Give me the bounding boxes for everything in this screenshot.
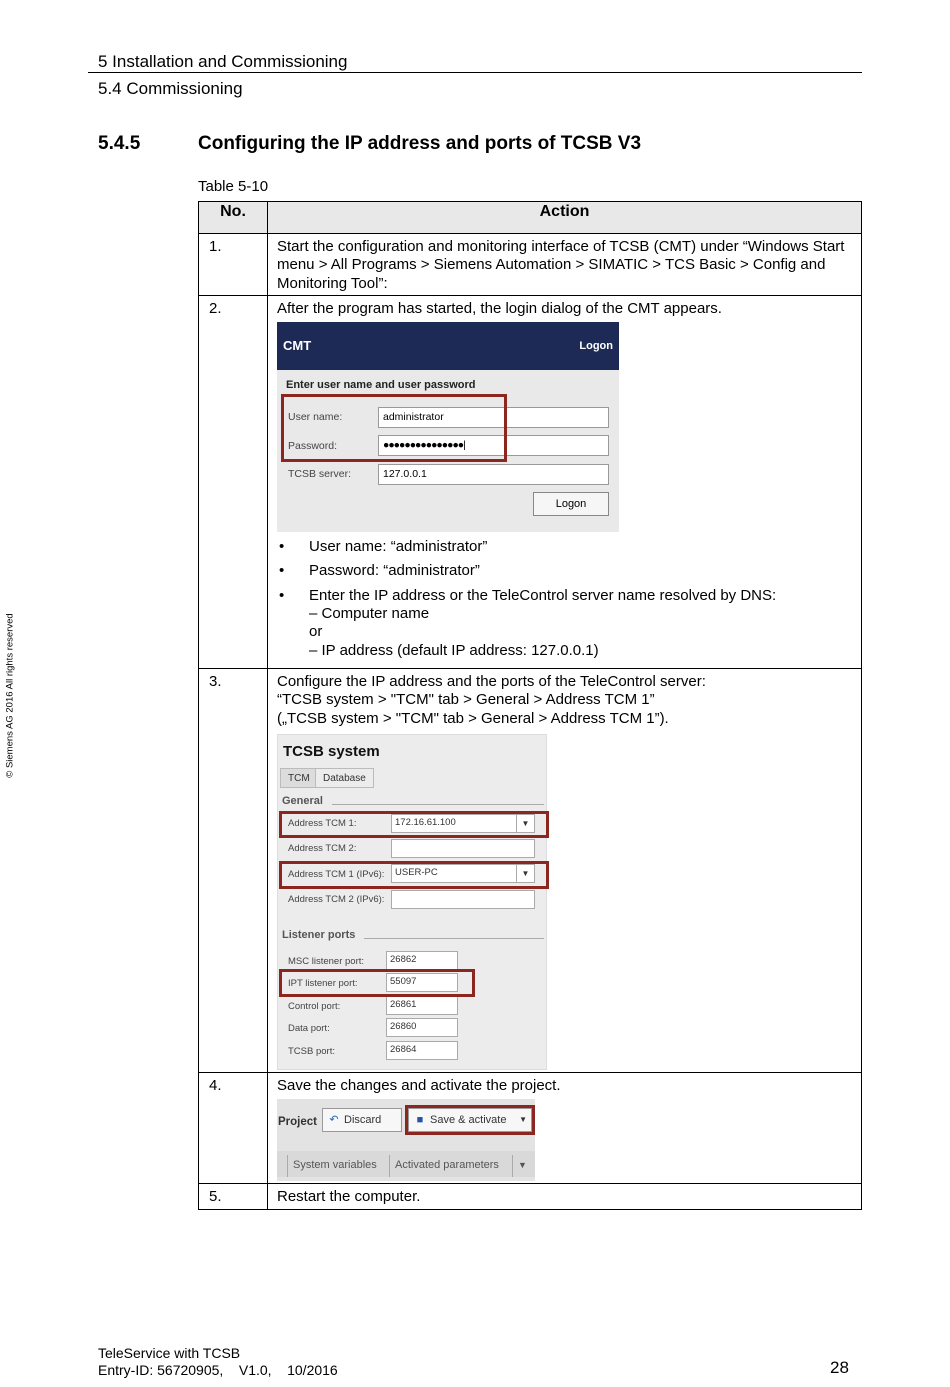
save-icon: ■: [416, 1114, 424, 1127]
step-action: [268, 668, 862, 1072]
running-header-chapter: 5 Installation and Commissioning: [98, 52, 348, 71]
section-title: Configuring the IP address and ports of TCSB V3: [198, 133, 642, 154]
server-label: TCSB server:: [288, 468, 352, 481]
username-field[interactable]: administrator: [378, 407, 609, 428]
chevron-down-icon[interactable]: ▼: [512, 1155, 532, 1177]
group-rule: [364, 938, 544, 939]
address-tcm1-label: Address TCM 1:: [288, 817, 357, 829]
running-header-section: 5.4 Commissioning: [98, 79, 243, 98]
project-tab-strip: [277, 1151, 535, 1177]
data-port-field[interactable]: 26860: [386, 1018, 458, 1037]
tab-tcm[interactable]: TCM: [280, 768, 318, 788]
address-tcm1-ipv6-value: USER-PC: [395, 866, 438, 878]
list-item-text: Enter the IP address or the TeleControl server name resolved by DNS:: [309, 586, 777, 604]
control-port-field[interactable]: 26861: [386, 996, 458, 1015]
save-activate-label: Save & activate: [430, 1114, 507, 1127]
sub-item: or: [309, 623, 323, 641]
ipt-port-field[interactable]: 55097: [386, 973, 458, 992]
step-text: Restart the computer.: [277, 1188, 421, 1206]
address-tcm2-label: Address TCM 2:: [288, 842, 357, 854]
chevron-down-icon[interactable]: ▼: [516, 865, 534, 882]
tab-system-variables[interactable]: System variables: [287, 1155, 382, 1177]
tcsb-dialog-title: TCSB system: [283, 742, 380, 760]
cmt-app-name: CMT: [283, 338, 312, 354]
step-text: Save the changes and activate the project.: [277, 1076, 561, 1094]
table-row: [199, 234, 862, 296]
step-action: [268, 1072, 862, 1183]
step-number: 1.: [199, 234, 268, 296]
step-path-alt: („TCSB system > "TCM" tab > General > Address TCM 1”).: [277, 709, 669, 727]
footer-title: TeleService with TCSB: [98, 1345, 241, 1361]
logon-button[interactable]: Logon: [533, 492, 609, 516]
tab-activated-parameters[interactable]: Activated parameters: [389, 1155, 504, 1177]
copyright-sidenote: © Siemens AG 2016 All rights reserved: [4, 613, 16, 778]
username-label: User name:: [288, 411, 343, 424]
step-number: 3.: [199, 668, 268, 1072]
login-prompt: Enter user name and user password: [286, 379, 476, 392]
step-action: [268, 295, 862, 668]
password-label: Password:: [288, 440, 338, 453]
step-action: [268, 234, 862, 296]
table-row: [199, 295, 862, 668]
cmt-logon-link[interactable]: Logon: [579, 340, 613, 353]
tcsb-port-label: TCSB port:: [288, 1045, 335, 1057]
step-text: Start the configuration and monitoring interface of TCSB (CMT) under “Windows Start menu > All Programs > Siemens Automation > SIMATIC > TCS Basic > Config and Monitoring Tool”:: [277, 238, 845, 292]
step-path: “TCSB system > "TCM" tab > General > Address TCM 1”: [277, 691, 655, 709]
msc-port-field[interactable]: 26862: [386, 951, 458, 970]
discard-button[interactable]: [322, 1108, 402, 1132]
table-row: [199, 668, 862, 1072]
ipt-port-label: IPT listener port:: [288, 977, 358, 989]
step-text: After the program has started, the login dialog of the CMT appears.: [277, 299, 722, 317]
project-label: Project: [278, 1116, 317, 1129]
sub-item: – IP address (default IP address: 127.0.0.1): [309, 641, 599, 659]
highlight-ipt-port: [279, 969, 475, 997]
control-port-label: Control port:: [288, 1000, 341, 1012]
footer-entry-id: Entry-ID: 56720905, V1.0, 10/2016: [98, 1362, 338, 1378]
column-header-no: No.: [199, 202, 268, 234]
chevron-down-icon[interactable]: ▼: [519, 1115, 527, 1125]
address-tcm1-ipv6-label: Address TCM 1 (IPv6):: [288, 868, 385, 880]
step-number: 2.: [199, 295, 268, 668]
password-field[interactable]: ●●●●●●●●●●●●●●●|: [378, 435, 609, 456]
list-item: • Password: “administrator”: [277, 562, 852, 580]
sub-item: – Computer name: [309, 605, 430, 623]
table-caption: Table 5-10: [198, 178, 269, 195]
msc-port-label: MSC listener port:: [288, 955, 365, 967]
section-number: 5.4.5: [98, 133, 141, 154]
column-header-action: Action: [268, 202, 862, 234]
steps-table: [198, 201, 862, 1210]
highlight-credentials: [281, 394, 507, 462]
step-number: 4.: [199, 1072, 268, 1183]
project-toolbar-screenshot: [277, 1099, 535, 1181]
undo-icon: ↶: [329, 1114, 339, 1127]
table-row: [199, 1072, 862, 1183]
group-listener-ports: Listener ports: [282, 928, 356, 941]
discard-label: Discard: [344, 1114, 382, 1127]
data-port-label: Data port:: [288, 1022, 330, 1034]
address-tcm1-value: 172.16.61.100: [395, 816, 456, 828]
login-instructions: [277, 538, 852, 660]
step-number: 5.: [199, 1184, 268, 1210]
server-field[interactable]: 127.0.0.1: [378, 464, 609, 485]
highlight-address-tcm1-ipv6: [279, 861, 549, 889]
address-tcm2-field[interactable]: [391, 839, 535, 858]
tcsb-system-screenshot: [277, 734, 547, 1070]
chevron-down-icon[interactable]: ▼: [516, 815, 534, 832]
tab-database[interactable]: Database: [315, 768, 374, 788]
address-tcm2-ipv6-label: Address TCM 2 (IPv6):: [288, 893, 385, 905]
group-general: General: [282, 794, 323, 807]
address-tcm2-ipv6-field[interactable]: [391, 890, 535, 909]
group-rule: [332, 804, 544, 805]
list-item: • User name: “administrator”: [277, 538, 852, 556]
header-rule: [88, 72, 862, 73]
step-text: Configure the IP address and the ports of the TeleControl server:: [277, 672, 706, 690]
highlight-save-activate: [405, 1105, 535, 1135]
table-row: [199, 1184, 862, 1210]
tcsb-port-field[interactable]: 26864: [386, 1041, 458, 1060]
page-number: 28: [830, 1358, 849, 1377]
table-header-row: [199, 202, 862, 234]
step-action: [268, 1184, 862, 1210]
list-item: [277, 587, 852, 660]
cmt-title-bar: [277, 322, 619, 370]
cmt-login-screenshot: [277, 322, 619, 532]
highlight-address-tcm1: [279, 811, 549, 838]
